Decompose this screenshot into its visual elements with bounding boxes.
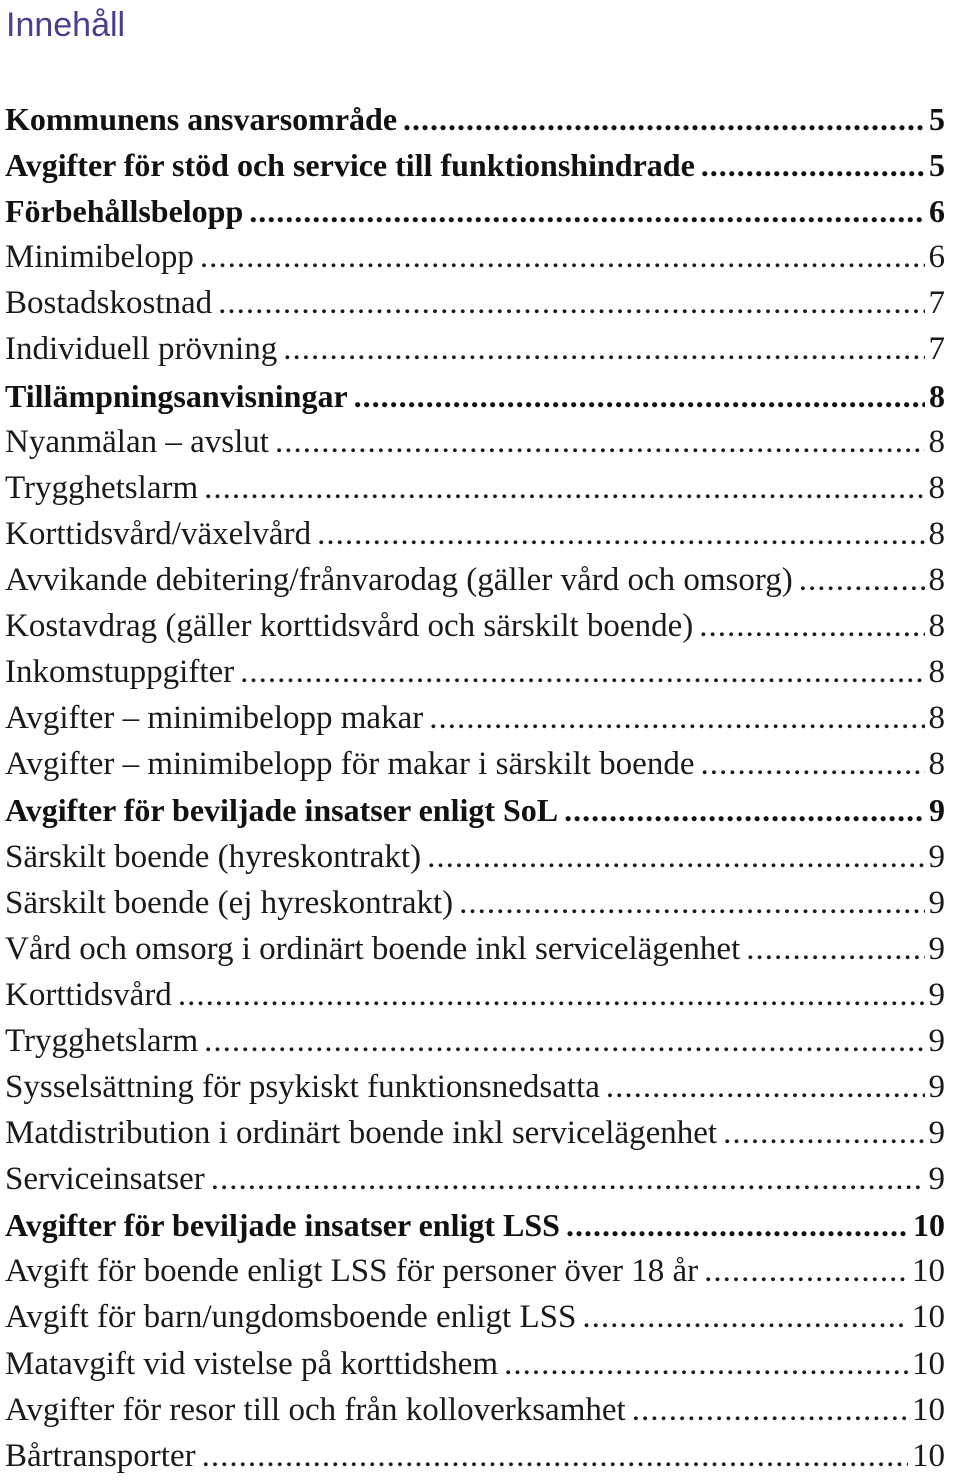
toc-entry-label: Vård och omsorg i ordinärt boende inkl servicelägenhet (5, 930, 741, 967)
table-of-contents (5, 96, 945, 1479)
toc-page-number: 8 (928, 423, 945, 460)
toc-entry-label: Avgift för boende enligt LSS för personer över 18 år (5, 1253, 699, 1290)
toc-entry[interactable] (5, 188, 945, 234)
toc-page-number: 8 (928, 654, 945, 691)
toc-page-number: 9 (928, 884, 945, 921)
dot-leader (427, 834, 924, 880)
toc-entry-label: Serviceinsatser (5, 1161, 205, 1198)
toc-entry-label: Särskilt boende (hyreskontrakt) (5, 838, 422, 875)
dot-leader (799, 557, 925, 603)
toc-page-number: 9 (928, 1161, 945, 1198)
toc-entry-label: Avvikande debitering/frånvarodag (gäller vård och omsorg) (5, 561, 793, 598)
toc-entry[interactable] (5, 373, 945, 419)
toc-page-number: 5 (929, 101, 945, 137)
dot-leader (202, 1433, 908, 1479)
toc-entry[interactable] (5, 649, 945, 695)
toc-entry-label: Tillämpningsanvisningar (5, 377, 348, 414)
toc-entry[interactable] (5, 1341, 945, 1387)
toc-entry[interactable] (5, 1248, 945, 1294)
dot-leader (283, 326, 924, 372)
dot-leader (200, 234, 925, 280)
toc-entry[interactable] (5, 1064, 945, 1110)
toc-entry[interactable] (5, 1018, 945, 1064)
toc-entry-label: Bostadskostnad (5, 285, 213, 322)
dot-leader (204, 465, 924, 511)
toc-page-number: 8 (929, 377, 945, 414)
toc-page-number: 8 (928, 469, 945, 506)
toc-page-number: 10 (912, 1299, 945, 1336)
toc-entry[interactable] (5, 834, 945, 880)
toc-entry-label: Förbehållsbelopp (5, 193, 244, 230)
toc-entry[interactable] (5, 280, 945, 326)
toc-entry[interactable] (5, 557, 945, 603)
toc-page-number: 7 (928, 285, 945, 322)
dot-leader (699, 603, 924, 649)
toc-page-number: 9 (928, 930, 945, 967)
toc-page-number: 10 (912, 1345, 945, 1382)
dot-leader (606, 1064, 925, 1110)
toc-entry-label: Avgift för barn/ungdomsboende enligt LSS (5, 1299, 577, 1336)
dot-leader (723, 1110, 924, 1156)
toc-page-number: 8 (928, 700, 945, 737)
toc-entry-label: Korttidsvård/växelvård (5, 515, 312, 552)
dot-leader (178, 972, 925, 1018)
toc-entry[interactable] (5, 419, 945, 465)
dot-leader (704, 1248, 908, 1294)
toc-entry-label: Avgifter för beviljade insatser enligt LSS (5, 1207, 560, 1244)
toc-entry-label: Avgifter – minimibelopp makar (5, 700, 424, 737)
toc-entry[interactable] (5, 972, 945, 1018)
toc-entry-label: Kostavdrag (gäller korttidsvård och särskilt boende) (5, 608, 694, 645)
toc-entry[interactable] (5, 787, 945, 833)
toc-entry[interactable] (5, 1387, 945, 1433)
dot-leader (211, 1156, 925, 1202)
dot-leader (566, 1202, 909, 1248)
dot-leader (746, 926, 924, 972)
toc-entry[interactable] (5, 603, 945, 649)
toc-entry[interactable] (5, 695, 945, 741)
toc-page-number: 6 (929, 193, 945, 230)
toc-page-number: 8 (928, 608, 945, 645)
toc-page-number: 9 (928, 976, 945, 1013)
toc-page-number: 7 (928, 331, 945, 368)
toc-page-number: 9 (928, 1068, 945, 1105)
toc-entry-label: Avgifter – minimibelopp för makar i särskilt boende (5, 746, 695, 783)
toc-entry[interactable] (5, 880, 945, 926)
toc-entry-label: Matavgift vid vistelse på korttidshem (5, 1345, 499, 1382)
dot-leader (317, 511, 924, 557)
dot-leader (403, 96, 925, 142)
dot-leader (275, 419, 925, 465)
toc-page-number: 8 (928, 746, 945, 783)
toc-entry-label: Trygghetslarm (5, 1022, 199, 1059)
toc-page-number: 8 (928, 561, 945, 598)
toc-entry[interactable] (5, 234, 945, 280)
toc-page-number: 9 (929, 792, 945, 829)
page-title: Innehåll (6, 6, 126, 44)
toc-page-number: 9 (928, 1115, 945, 1152)
toc-page-number: 9 (928, 838, 945, 875)
toc-entry-label: Avgifter för resor till och från kolloverksamhet (5, 1391, 626, 1428)
toc-entry-label: Kommunens ansvarsområde (5, 101, 398, 137)
toc-entry[interactable] (5, 1156, 945, 1202)
toc-entry[interactable] (5, 741, 945, 787)
dot-leader (240, 649, 924, 695)
toc-entry-label: Avgifter för stöd och service till funktionshindrade (5, 147, 695, 184)
dot-leader (701, 142, 925, 188)
dot-leader (429, 695, 924, 741)
dot-leader (564, 787, 925, 833)
toc-entry[interactable] (5, 511, 945, 557)
toc-entry[interactable] (5, 142, 945, 188)
toc-entry-label: Trygghetslarm (5, 469, 199, 506)
toc-entry-label: Inkomstuppgifter (5, 654, 235, 691)
dot-leader (354, 373, 925, 419)
toc-page-number: 10 (912, 1391, 945, 1428)
toc-entry[interactable] (5, 1110, 945, 1156)
dot-leader (204, 1018, 924, 1064)
toc-entry-label: Bårtransporter (5, 1437, 196, 1474)
dot-leader (504, 1341, 908, 1387)
toc-page-number: 10 (912, 1437, 945, 1474)
dot-leader (632, 1387, 908, 1433)
toc-entry[interactable] (5, 96, 945, 142)
toc-entry-label: Minimibelopp (5, 239, 194, 276)
toc-entry-label: Individuell prövning (5, 331, 278, 368)
toc-page-number: 10 (913, 1207, 945, 1244)
toc-entry-label: Matdistribution i ordinärt boende inkl servicelägenhet (5, 1115, 718, 1152)
toc-entry[interactable] (5, 326, 945, 372)
toc-entry[interactable] (5, 1294, 945, 1340)
dot-leader (700, 741, 924, 787)
toc-entry-label: Särskilt boende (ej hyreskontrakt) (5, 884, 454, 921)
toc-page-number: 6 (928, 239, 945, 276)
dot-leader (582, 1294, 908, 1340)
toc-entry-label: Avgifter för beviljade insatser enligt SoL (5, 792, 559, 829)
toc-entry-label: Nyanmälan – avslut (5, 423, 269, 460)
dot-leader (249, 188, 925, 234)
toc-entry-label: Sysselsättning för psykiskt funktionsnedsatta (5, 1068, 600, 1105)
toc-page-number: 10 (912, 1253, 945, 1290)
toc-entry[interactable] (5, 1202, 945, 1248)
toc-entry[interactable] (5, 1433, 945, 1479)
toc-entry-label: Korttidsvård (5, 976, 172, 1013)
toc-entry[interactable] (5, 926, 945, 972)
toc-entry[interactable] (5, 465, 945, 511)
toc-page-number: 8 (928, 515, 945, 552)
toc-page-number: 9 (928, 1022, 945, 1059)
toc-page-number: 5 (929, 147, 945, 184)
dot-leader (218, 280, 924, 326)
dot-leader (459, 880, 924, 926)
